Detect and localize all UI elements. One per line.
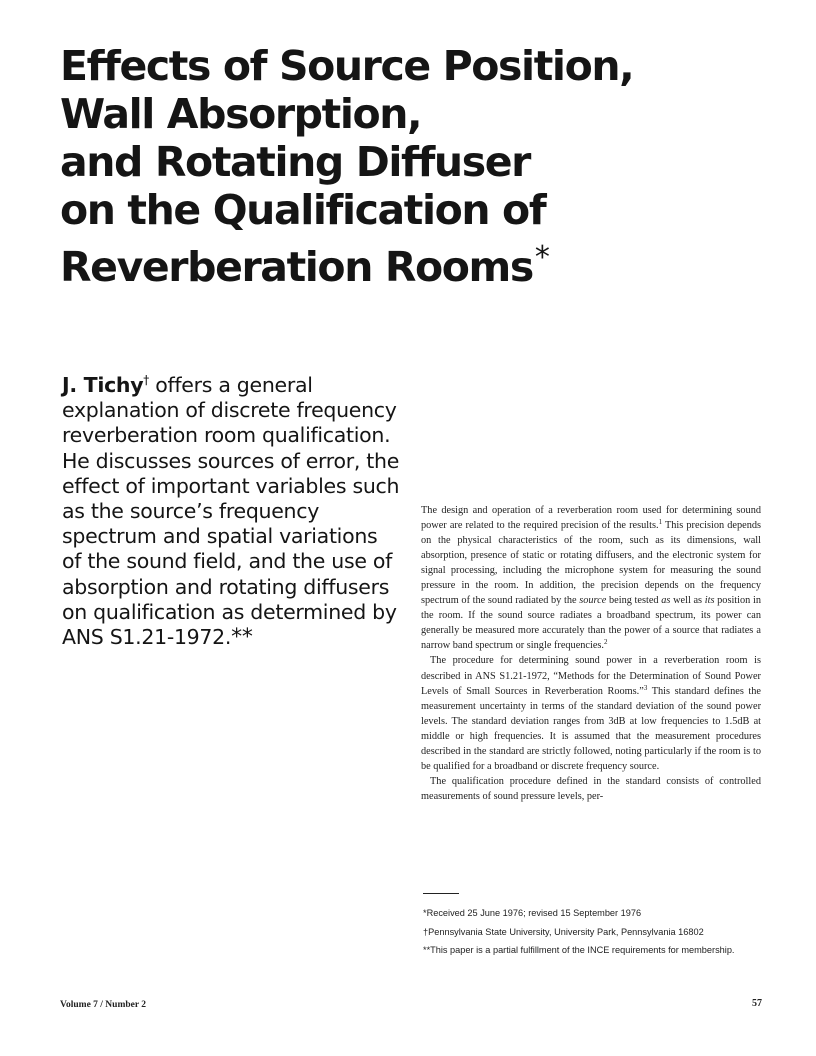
- body-paragraph: The qualification procedure defined in the standard consists of controlled measurements of sound pressure levels, per-: [421, 775, 761, 802]
- abstract-footnote-marker: **: [231, 625, 253, 651]
- footnote: †Pennsylvania State University, University Park, Pennsylvania 16802: [423, 926, 704, 937]
- abstract: [62, 373, 402, 650]
- body-text: This standard defines the measurement uncertainty in terms of the standard deviation of the sound power levels. The standard deviation ranges from 3dB at low frequencies to 1.5dB at middle or high frequencies. It is assumed that the measurement procedures described in the standard are strictly followed, noting particularly if the room is to be qualified for a broadband or discrete frequency source.: [421, 685, 761, 772]
- footnote: *Received 25 June 1976; revised 15 September 1976: [423, 908, 642, 918]
- footnote-rule: [423, 893, 459, 894]
- footnotes: [423, 908, 759, 964]
- body-text: The procedure for determining sound power in a reverberation room is described in ANS S1.21-1972, “Methods for the Determination of Sound Power Levels of Small Sources in Reverberation Rooms.”: [421, 655, 761, 697]
- body-emphasis: as: [661, 595, 671, 607]
- body-text: The design and operation of a reverberation room used for determining sound power are related to the required precision of the results.: [421, 505, 761, 532]
- body-text: position in the room. If the sound source radiates a broadband spectrum, its power can generally be measured more accurately than the power of a source that radiates a narrow band spectrum or single frequencies.: [421, 595, 762, 652]
- body-paragraph: [421, 653, 761, 773]
- body-emphasis: its: [704, 595, 715, 607]
- body-paragraph: [421, 503, 761, 653]
- reference-marker: 1: [658, 518, 663, 527]
- reference-marker: 3: [643, 683, 648, 692]
- page-number: 57: [752, 998, 762, 1009]
- article-title: [60, 42, 680, 291]
- reference-marker: 2: [604, 638, 608, 647]
- volume-number: Volume 7 / Number 2: [60, 1000, 147, 1010]
- body-text: well as: [670, 595, 705, 607]
- title-line: Effects of Source Position,: [60, 42, 634, 90]
- body-text: being tested: [606, 595, 662, 607]
- body-emphasis: source: [579, 595, 607, 607]
- title-line: and Rotating Diffuser: [60, 138, 530, 186]
- author-name: J. Tichy: [62, 373, 144, 397]
- title-line: on the Qualification of: [60, 186, 546, 234]
- title-line-text: Reverberation Rooms: [60, 243, 533, 291]
- body-text: This precision depends on the physical characteristics of the room, such as its dimensions, wall absorption, presence of static or rotating diffusers, and the electronic system for signal processing, including the microphone system for measuring the sound pressure in the room. In addition, the precision depends on the frequency spectrum of the sound radiated by the: [421, 520, 761, 607]
- title-footnote-marker: *: [534, 240, 549, 275]
- footnote: **This paper is a partial fulfillment of the INCE requirements for membership.: [423, 945, 735, 956]
- title-line: Wall Absorption,: [60, 90, 422, 138]
- body-column: [421, 503, 761, 804]
- author-footnote-marker: †: [143, 373, 149, 387]
- title-line: [60, 234, 680, 291]
- abstract-text: offers a general explanation of discrete frequency reverberation room qualification. He discusses sources of error, the effect of important variables such as the source’s frequency spectrum and spatial variations of the sound field, and the use of absorption and rotating diffusers on qualification as determined by ANS S1.21-1972.: [62, 373, 400, 650]
